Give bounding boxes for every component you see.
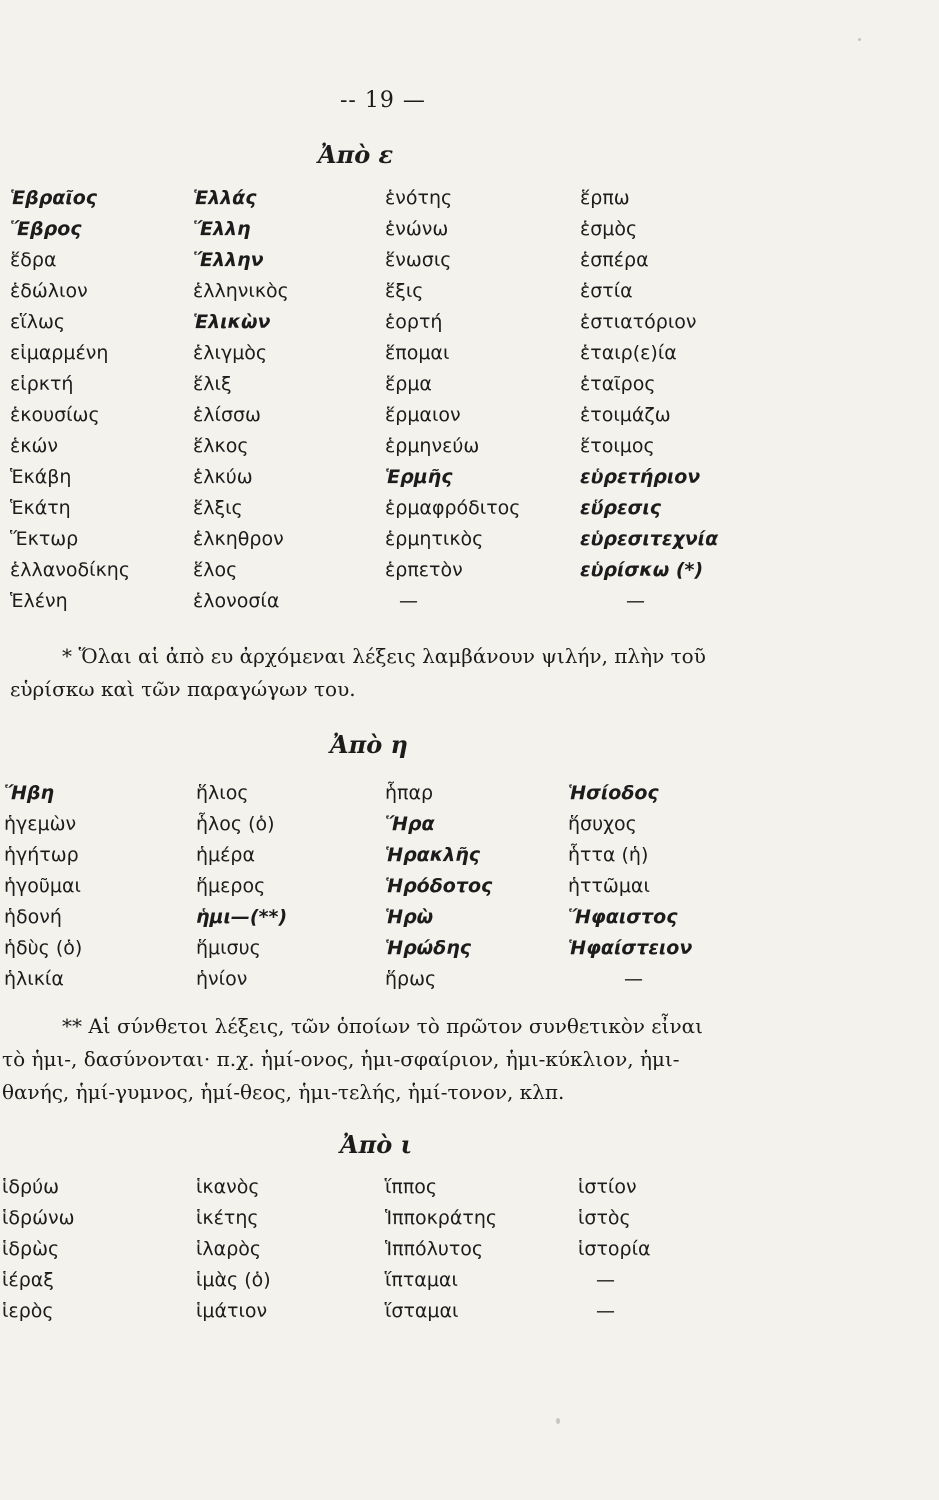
word-entry: ἧττα (ἡ) (568, 844, 649, 866)
word-entry: ἑλλανοδίκης (10, 559, 130, 581)
word-entry: ἕρμαιον (385, 404, 461, 426)
word-entry: ἕνωσις (385, 249, 452, 271)
word-entry: Ἑκάβη (10, 466, 72, 488)
word-entry: ἡμέρα (196, 844, 255, 866)
word-entry: ἑσπέρα (580, 249, 649, 271)
word-entry: Ἱπποκράτης (385, 1207, 498, 1229)
word-entry: ἧλος (ὁ) (196, 813, 275, 835)
word-entry: ἕλκος (193, 435, 249, 457)
word-entry: Ἑλένη (10, 590, 68, 612)
word-entry: ἑλονοσία (193, 590, 280, 612)
word-column-iota-1 (2, 1172, 75, 1327)
word-entry: ἱκέτης (196, 1207, 259, 1229)
word-entry: ἑστία (580, 280, 633, 302)
dash-entry: — (596, 1269, 615, 1291)
word-entry: ἱστίον (578, 1176, 637, 1198)
section-heading-iota: Ἀπὸ ι (340, 1130, 413, 1159)
footnote-line: θανής, ἡμί-γυμνος, ἡμί-θεος, ἡμι-τελής, ἡμί-τονον, κλπ. (2, 1080, 565, 1104)
word-entry: ἑλκύω (193, 466, 253, 488)
word-entry: ἡμι—(**) (196, 906, 288, 928)
word-entry: ἑρμαφρόδιτος (385, 497, 521, 519)
footnote-line: τὸ ἡμι-, δασύνονται· π.χ. ἡμί-ονος, ἡμι-σφαίριον, ἡμι-κύκλιον, ἡμι- (2, 1047, 680, 1071)
word-entry: ἑρμηνεύω (385, 435, 480, 457)
word-entry: Ἕκτωρ (10, 528, 79, 550)
word-column-epsilon-3 (385, 183, 520, 617)
word-entry: ἑνότης (385, 187, 453, 209)
word-entry: Ἡσίοδος (568, 782, 659, 804)
word-entry: Ἑκάτη (10, 497, 71, 519)
word-entry: ἑστιατόριον (580, 311, 697, 333)
word-entry: ἕρμα (385, 373, 432, 395)
word-entry: Ἥρα (385, 813, 435, 835)
section-heading-epsilon: Ἀπὸ ε (318, 140, 394, 169)
word-column-eta-3 (385, 778, 492, 995)
word-entry: ἑλληνικὸς (193, 280, 289, 302)
word-entry: ἵπταμαι (385, 1269, 458, 1291)
word-entry: ἧπαρ (385, 782, 434, 804)
dash-entry: — (596, 1300, 615, 1322)
word-entry: ἡττῶμαι (568, 875, 650, 897)
word-column-eta-1 (4, 778, 82, 995)
word-entry: Ἱππόλυτος (385, 1238, 484, 1260)
scan-speck (858, 38, 861, 41)
word-entry: ἵσταμαι (385, 1300, 459, 1322)
word-entry: ἕξις (385, 280, 424, 302)
word-entry: Ἡρώδης (385, 937, 472, 959)
section-heading-eta: Ἀπὸ η (330, 730, 408, 759)
word-entry: ἑκών (10, 435, 58, 457)
word-entry: Ἡρακλῆς (385, 844, 481, 866)
word-entry: ἕλξις (193, 497, 243, 519)
word-entry: ἱδρὼς (2, 1238, 60, 1260)
word-entry: Ἕβρος (10, 218, 82, 240)
word-entry: ἕτοιμος (580, 435, 655, 457)
word-entry: ἥρως (385, 968, 437, 990)
word-entry: ἱδρώνω (2, 1207, 75, 1229)
word-entry: ἑταιρ(ε)ία (580, 342, 677, 364)
word-entry: Ἑλλάς (193, 187, 257, 209)
word-entry: ἑκουσίως (10, 404, 100, 426)
page-number: -- 19 — (340, 88, 426, 113)
word-entry: Ἡρόδοτος (385, 875, 493, 897)
word-entry: ἑτοιμάζω (580, 404, 671, 426)
dash-entry: — (624, 968, 643, 990)
word-entry: εἱμαρμένη (10, 342, 109, 364)
word-entry: ἑλκηθρον (193, 528, 284, 550)
word-entry: ἕλιξ (193, 373, 232, 395)
scan-speck (556, 1418, 560, 1424)
word-entry: Ἑλικὼν (193, 311, 271, 333)
word-entry: ἑταῖρος (580, 373, 656, 395)
word-entry: ἱκανὸς (196, 1176, 260, 1198)
word-entry: εὑρεσιτεχνία (580, 528, 719, 550)
word-entry: Ἑρμῆς (385, 466, 453, 488)
dash-entry: — (626, 590, 645, 612)
word-entry: ἱέραξ (2, 1269, 54, 1291)
word-entry: εὕρεσις (580, 497, 662, 519)
word-entry: ἕπομαι (385, 342, 450, 364)
word-entry: εὑρετήριον (580, 466, 701, 488)
word-entry: ἡγήτωρ (4, 844, 79, 866)
word-entry: ἑλίσσω (193, 404, 261, 426)
word-entry: ἵππος (385, 1176, 438, 1198)
word-entry: Ἑβραῖος (10, 187, 98, 209)
word-entry: ἱστὸς (578, 1207, 631, 1229)
word-entry: Ἕλλην (193, 249, 264, 271)
word-entry: ἥμισυς (196, 937, 261, 959)
word-entry: εὑρίσκω (*) (580, 559, 704, 581)
word-entry: ἱμὰς (ὁ) (196, 1269, 271, 1291)
word-entry: ἥλιος (196, 782, 249, 804)
word-entry: εἵλως (10, 311, 66, 333)
word-entry: ἕρπω (580, 187, 630, 209)
word-entry: ἑσμὸς (580, 218, 638, 240)
word-entry: ἱμάτιον (196, 1300, 268, 1322)
word-entry: ἕδρα (10, 249, 57, 271)
word-entry: ἑρμητικὸς (385, 528, 484, 550)
word-entry: ἡγοῦμαι (4, 875, 81, 897)
word-entry: ἱστορία (578, 1238, 651, 1260)
word-column-epsilon-1 (10, 183, 130, 617)
word-entry: ἱλαρὸς (196, 1238, 262, 1260)
word-entry: Ἥφαιστος (568, 906, 678, 928)
word-column-eta-4 (568, 778, 692, 995)
word-entry: Ἡρὼ (385, 906, 434, 928)
word-entry: ἱδρύω (2, 1176, 60, 1198)
word-entry: εἱρκτή (10, 373, 74, 395)
word-entry: ἥσυχος (568, 813, 637, 835)
word-column-eta-2 (196, 778, 287, 995)
word-entry: ἡνίον (196, 968, 248, 990)
word-entry: Ἥβη (4, 782, 55, 804)
word-entry: Ἡφαίστειον (568, 937, 693, 959)
word-entry: ἑρπετὸν (385, 559, 463, 581)
word-column-iota-2 (196, 1172, 271, 1327)
word-column-epsilon-4 (580, 183, 718, 617)
dash-entry: — (399, 590, 418, 612)
word-entry: ἑδώλιον (10, 280, 88, 302)
word-entry: ἱερὸς (2, 1300, 54, 1322)
word-entry: ἥμερος (196, 875, 266, 897)
word-entry: ἡδονή (4, 906, 62, 928)
footnote-line: * Ὅλαι αἱ ἀπὸ ευ ἀρχόμεναι λέξεις λαμβάνουν ψιλήν, πλὴν τοῦ (62, 644, 706, 668)
word-entry: ἕλος (193, 559, 238, 581)
footnote-line: ** Αἱ σύνθετοι λέξεις, τῶν ὁποίων τὸ πρῶτον συνθετικὸν εἶναι (62, 1014, 703, 1038)
word-column-epsilon-2 (193, 183, 289, 617)
word-column-iota-4 (578, 1172, 651, 1327)
word-entry: ἑορτή (385, 311, 443, 333)
footnote-line: εὑρίσκω καὶ τῶν παραγώγων του. (10, 677, 356, 701)
word-entry: ἑνώνω (385, 218, 449, 240)
word-entry: ἡγεμὼν (4, 813, 77, 835)
word-entry: ἡλικία (4, 968, 64, 990)
word-entry: ἡδὺς (ὁ) (4, 937, 83, 959)
word-entry: Ἕλλη (193, 218, 251, 240)
word-entry: ἑλιγμὸς (193, 342, 268, 364)
word-column-iota-3 (385, 1172, 497, 1327)
